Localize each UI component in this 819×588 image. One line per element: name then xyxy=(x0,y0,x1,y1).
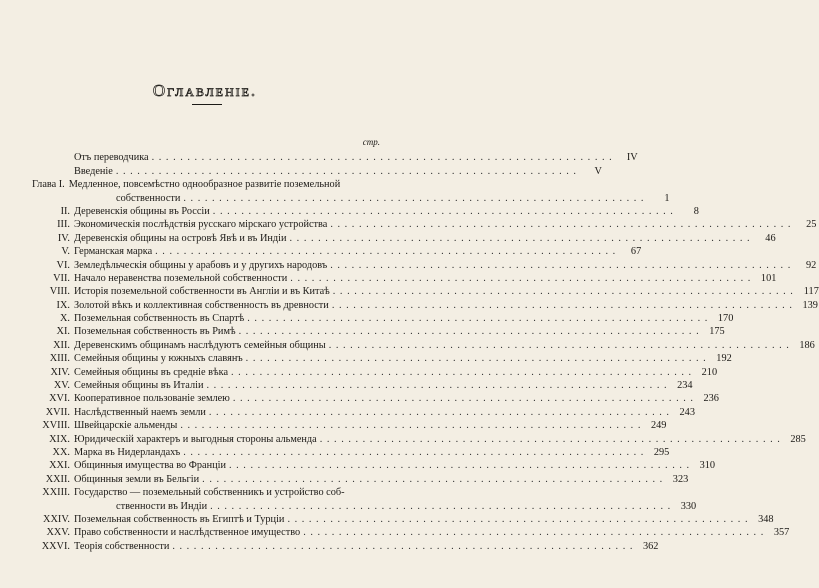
entry-title: собственности xyxy=(116,192,181,204)
toc-entry xyxy=(32,445,670,458)
page-number: 186 xyxy=(799,339,815,351)
page-number: 330 xyxy=(680,500,697,512)
toc-entry xyxy=(32,498,697,512)
dot-leader xyxy=(329,340,790,351)
toc-entry xyxy=(32,364,718,378)
entry-title: Деревенскимъ общинамъ наслѣдуютъ семейныя общины xyxy=(74,339,326,351)
chapter-number: II. xyxy=(60,205,70,217)
dot-leader xyxy=(231,367,692,378)
chapter-number: XXVI. xyxy=(41,540,70,552)
chapter-number: XXV. xyxy=(46,527,70,539)
chapter-number: XVIII. xyxy=(42,420,70,432)
dot-leader xyxy=(172,541,633,552)
dot-leader xyxy=(206,380,667,391)
page-number: 295 xyxy=(653,446,670,458)
toc-entry xyxy=(32,418,667,432)
toc-entry xyxy=(32,458,716,472)
entry-title: Земледѣльческія общины у арабовъ и у другихъ народовъ xyxy=(74,259,328,271)
page-number: 25 xyxy=(806,219,817,231)
entry-title: Семейныя общины въ средніе вѣка xyxy=(74,366,229,378)
entry-title: Марка въ Нидерландахъ xyxy=(74,446,181,458)
page-number: 1 xyxy=(664,192,670,204)
dot-leader xyxy=(152,152,613,163)
page-number: 210 xyxy=(701,366,718,378)
toc-entry xyxy=(32,337,815,351)
toc-entry xyxy=(32,324,725,338)
toc-entry xyxy=(32,244,642,258)
chapter-number: XXIV. xyxy=(43,513,70,525)
toc-entry xyxy=(32,204,699,217)
dot-leader xyxy=(229,460,690,471)
toc-entry xyxy=(32,525,790,539)
page-number: 348 xyxy=(758,513,774,525)
page-number: 243 xyxy=(679,406,695,418)
dot-leader xyxy=(155,246,616,257)
chapter-number: VII. xyxy=(53,272,70,284)
dot-leader xyxy=(303,527,764,538)
dot-leader xyxy=(183,447,644,458)
chapter-number: XXI. xyxy=(49,460,70,472)
entry-title: Государство — поземельный собственникъ и устройство соб- xyxy=(74,487,345,499)
toc-entry xyxy=(32,230,776,244)
dot-leader xyxy=(210,501,671,512)
page-number: 236 xyxy=(703,393,719,405)
entry-title: Поземельная собственность въ Египтѣ и Турціи xyxy=(74,513,285,525)
page-number: V xyxy=(594,165,602,177)
dot-leader xyxy=(287,514,748,525)
toc-entry xyxy=(32,431,806,445)
dot-leader xyxy=(183,193,644,204)
dot-leader xyxy=(332,300,793,311)
toc-entry xyxy=(32,538,659,552)
toc-entry xyxy=(32,257,817,271)
entry-title: Наслѣдственный наемъ земли xyxy=(74,406,206,418)
chapter-number: XXII. xyxy=(45,473,70,485)
page-number: 362 xyxy=(642,540,659,552)
chapter-number: III. xyxy=(57,219,70,231)
entry-title: Деревенскія общины на островѣ Явѣ и въ Индіи xyxy=(74,232,287,244)
dot-leader xyxy=(202,474,663,485)
entry-title: Семейныя общины у южныхъ славянъ xyxy=(74,353,243,365)
dot-leader xyxy=(320,434,781,445)
entry-title: Введеніе xyxy=(74,165,113,177)
chapter-number: XII. xyxy=(53,339,70,351)
dot-leader xyxy=(180,420,641,431)
entry-title: Теорія собственности xyxy=(74,540,170,552)
dot-leader xyxy=(247,313,708,324)
entry-title: Экономическія послѣдствія русскаго мірскаго устройства xyxy=(74,219,328,231)
chapter-number: XX. xyxy=(52,446,70,458)
page-number: IV xyxy=(626,152,638,164)
page-number: 234 xyxy=(677,380,693,392)
chapter-number: VIII. xyxy=(49,286,70,298)
chapter-number: XXIII. xyxy=(42,487,70,499)
page-number: 170 xyxy=(717,313,734,325)
dot-leader xyxy=(233,393,694,404)
dot-leader xyxy=(213,206,674,217)
chapter-number: VI. xyxy=(56,259,70,271)
chapter-number: XI. xyxy=(56,326,70,338)
toc-entry xyxy=(32,163,602,177)
entry-title: Общинныя земли въ Бельгіи xyxy=(74,473,200,485)
page-title: Оглавленіе. xyxy=(152,81,258,100)
dot-leader xyxy=(333,286,794,297)
chapter-number: XIII. xyxy=(49,353,70,365)
page-number: 46 xyxy=(765,232,776,244)
entry-title: Германская марка xyxy=(74,246,153,258)
page-number: 92 xyxy=(805,259,817,271)
page-number: 310 xyxy=(699,460,716,472)
entry-title: Исторія поземельной собственности въ Англіи и въ Китаѣ xyxy=(74,286,330,298)
page-number: 323 xyxy=(672,473,689,485)
entry-title: Отъ переводчика xyxy=(74,152,149,164)
toc-entry xyxy=(32,150,638,164)
entry-title: Начало неравенства поземельной собственности xyxy=(74,272,288,284)
page-column-label: стр. xyxy=(362,137,380,147)
table-of-contents xyxy=(32,150,819,552)
page-number: 101 xyxy=(760,272,777,284)
chapter-number: XIX. xyxy=(49,433,70,445)
page-number: 249 xyxy=(650,420,667,432)
chapter-number: X. xyxy=(59,313,70,325)
chapter-number: Глава I. xyxy=(32,179,65,191)
dot-leader xyxy=(290,273,751,284)
chapter-number: XIV. xyxy=(50,366,70,378)
entry-title: Медленное, повсемѣстно однообразное развитіе поземельной xyxy=(68,179,341,191)
chapter-number: IX. xyxy=(56,299,70,311)
entry-title: Семейныя общины въ Италіи xyxy=(74,380,204,392)
toc-entry xyxy=(32,311,734,325)
entry-title: Юридическій характеръ и выгодныя стороны альменда xyxy=(74,433,317,445)
dot-leader xyxy=(239,326,700,337)
entry-title: Кооперативное пользованіе землею xyxy=(74,393,230,405)
dot-leader xyxy=(209,407,670,418)
toc-entry xyxy=(32,485,378,498)
entry-title: Право собственности и наслѣдственное имущество xyxy=(74,527,301,539)
toc-entry xyxy=(32,391,719,405)
entry-title: Деревенскія общины въ Россіи xyxy=(74,205,210,217)
toc-entry xyxy=(32,177,378,190)
dot-leader xyxy=(246,353,707,364)
page-number: 139 xyxy=(802,299,818,311)
title-rule xyxy=(192,104,222,105)
toc-entry xyxy=(32,217,817,231)
chapter-number: IV. xyxy=(57,232,70,244)
toc-entry xyxy=(32,271,777,284)
chapter-number: XV. xyxy=(53,380,70,392)
page-number: 192 xyxy=(716,353,732,365)
dot-leader xyxy=(116,166,577,177)
dot-leader xyxy=(330,260,791,271)
toc-entry xyxy=(32,512,774,525)
dot-leader xyxy=(330,219,791,230)
chapter-number: XVI. xyxy=(49,393,70,405)
page-number: 117 xyxy=(803,286,819,298)
toc-entry xyxy=(32,284,819,298)
page-number: 67 xyxy=(630,246,642,258)
page-number: 357 xyxy=(773,527,790,539)
entry-title: Золотой вѣкъ и коллективная собственность въ древности xyxy=(74,299,329,311)
toc-entry xyxy=(32,404,695,418)
entry-title: ственности въ Индіи xyxy=(116,500,208,512)
dot-leader xyxy=(290,233,751,244)
entry-title: Общинныя имущества во Франціи xyxy=(74,460,226,472)
entry-title: Поземельная собственность въ Спартѣ xyxy=(74,313,245,325)
toc-entry xyxy=(32,351,732,365)
toc-entry xyxy=(32,190,670,204)
chapter-number: V. xyxy=(61,246,70,258)
entry-title: Поземельная собственность въ Римѣ xyxy=(74,326,236,338)
toc-entry xyxy=(32,378,693,392)
toc-entry xyxy=(32,471,689,485)
page-number: 285 xyxy=(790,433,806,445)
page-number: 175 xyxy=(709,326,725,338)
entry-title: Швейцарскіе альменды xyxy=(74,420,178,432)
chapter-number: XVII. xyxy=(45,406,70,418)
page-number: 8 xyxy=(693,205,699,217)
toc-entry xyxy=(32,297,818,311)
